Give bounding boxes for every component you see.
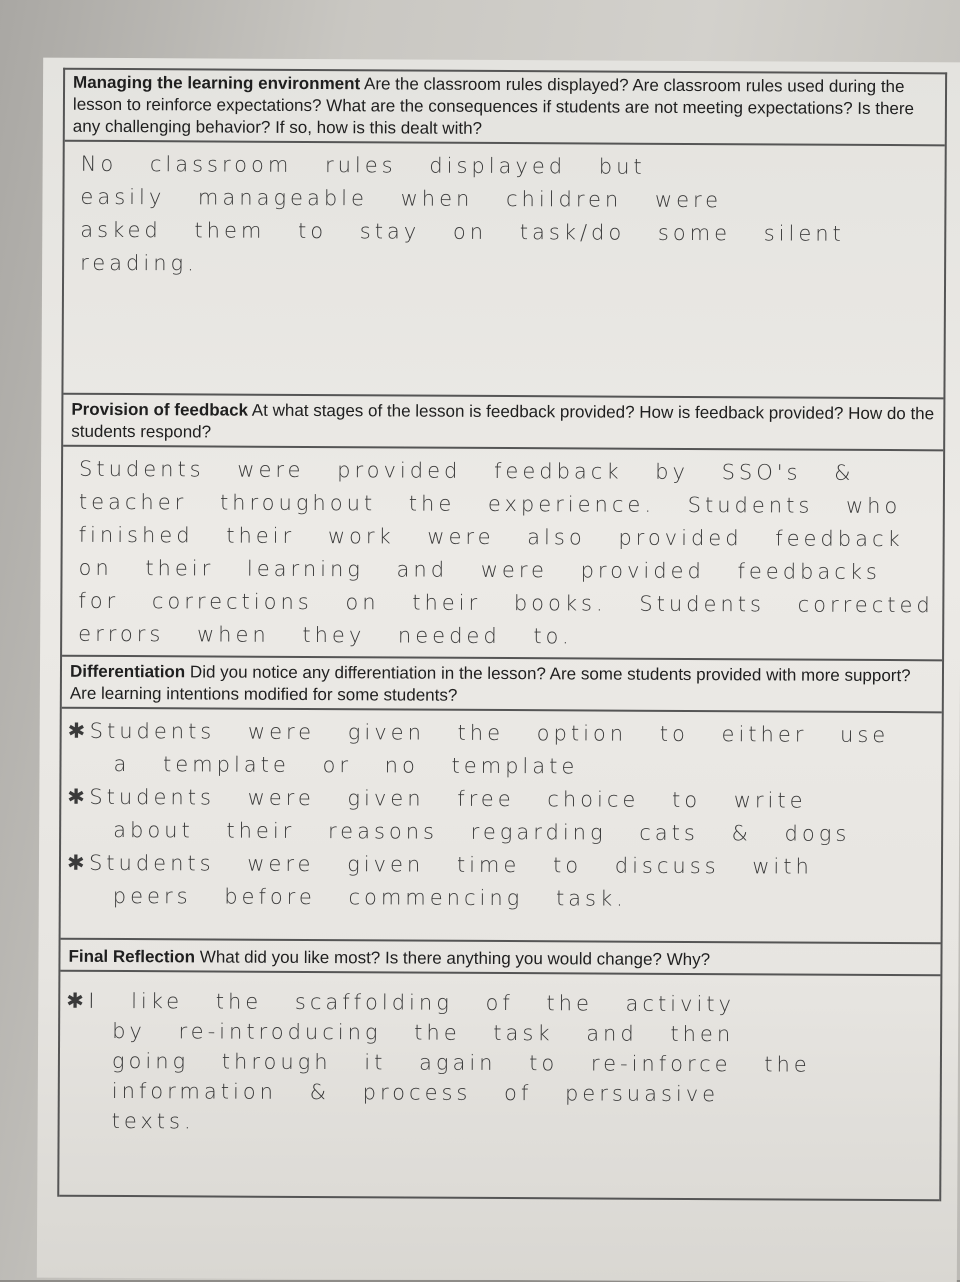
- answer-line: Students were provided feedback by SSO's &: [78, 456, 855, 485]
- section-managing-title: Managing the learning environment: [73, 72, 361, 94]
- observation-form: [57, 68, 947, 1202]
- bullet-line: about their reasons regarding cats & dogs: [113, 817, 851, 846]
- answer-line: finished their work were also provided feedback: [78, 522, 904, 552]
- answer-line: reading.: [80, 250, 198, 276]
- answer-line: going through it again to re-inforce the: [111, 1048, 811, 1077]
- section-feedback-header: [63, 393, 943, 452]
- bullet-line: ✱ Students were given time to discuss with: [77, 847, 929, 884]
- section-feedback: [62, 393, 943, 662]
- asterisk-bullet-icon: ✱: [66, 850, 85, 875]
- section-differentiation-question: Did you notice any differentiation in the lesson? Are some students provided with more support? Are learning intentions modified for some students?: [69, 662, 911, 705]
- answer-line: easily manageable when children were: [80, 184, 723, 213]
- worksheet-page: [37, 58, 960, 1282]
- section-feedback-answer: [62, 447, 943, 656]
- answer-line: asked them to stay on task/do some silent: [80, 217, 845, 246]
- section-managing-header: [65, 70, 945, 147]
- section-reflection-header: [60, 938, 940, 977]
- answer-line: ✱ I like the scaffolding of the activity: [76, 986, 928, 1020]
- answer-line: on their learning and were provided feedbacks: [78, 555, 881, 584]
- asterisk-bullet-icon: ✱: [66, 988, 84, 1013]
- answer-line: teacher throughout the experience. Students who: [78, 489, 902, 519]
- section-managing-answer: [64, 142, 945, 285]
- section-differentiation-title: Differentiation: [69, 661, 186, 682]
- bullet-line: ✱ Students were given free choice to write: [77, 781, 929, 818]
- section-reflection: [59, 938, 940, 1202]
- answer-line: texts.: [111, 1108, 195, 1134]
- section-reflection-title: Final Reflection: [68, 946, 196, 967]
- asterisk-bullet-icon: ✱: [67, 718, 86, 743]
- section-differentiation-header: [62, 655, 942, 714]
- answer-line: No classroom rules displayed but: [80, 151, 646, 179]
- asterisk-bullet-icon: ✱: [67, 784, 86, 809]
- section-managing-question: Are the classroom rules displayed? Are classroom rules used during the lesson to reinforce expectations? What are the consequences if students are not meeting expectations? Is there any challenging behavior? If so, how is this dealt with?: [72, 74, 915, 138]
- answer-line: information & process of persuasive: [111, 1078, 720, 1107]
- section-differentiation: [61, 655, 942, 945]
- section-managing: [63, 70, 945, 400]
- bullet-line: ✱ Students were given the option to either use: [78, 715, 930, 752]
- answer-line: errors when they needed to.: [78, 621, 573, 649]
- bullet-line: peers before commencing task.: [112, 883, 627, 911]
- answer-line: for corrections on their books. Students corrected: [78, 588, 934, 618]
- section-reflection-answer: [60, 972, 941, 1141]
- section-feedback-title: Provision of feedback: [71, 399, 249, 420]
- section-differentiation-answer: [61, 709, 942, 918]
- bullet-line: a template or no template: [113, 751, 579, 779]
- section-reflection-question: What did you like most? Is there anything you would change? Why?: [199, 947, 711, 970]
- answer-line: by re-introducing the task and then: [112, 1018, 735, 1047]
- section-feedback-question: At what stages of the lesson is feedback provided? How is feedback provided? How do the students respond?: [71, 400, 935, 442]
